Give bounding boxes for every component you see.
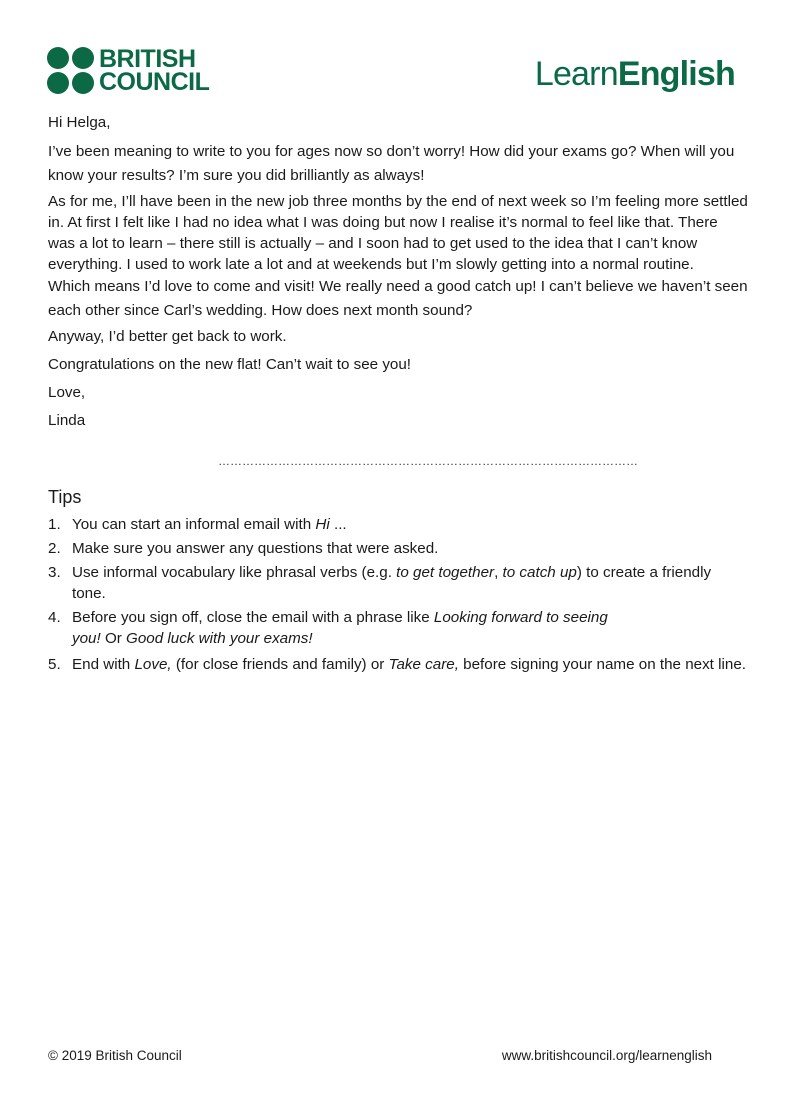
logo-dot <box>72 72 94 94</box>
tip-example-phrase: Hi <box>315 516 330 533</box>
email-paragraph: I’ve been meaning to write to you for ages now so don’t worry! How did your exams go? When will you know your results? I’m sure you did brilliantly as always! <box>48 143 735 184</box>
learnenglish-logo <box>535 55 735 94</box>
tip-text: Use informal vocabulary like phrasal verbs (e.g. <box>72 564 397 581</box>
tip-item <box>48 652 748 677</box>
tip-text: End with <box>72 656 135 673</box>
tip-example-phrase: Good luck with your exams! <box>126 630 313 647</box>
tips-heading: Tips <box>48 487 82 507</box>
tip-number: 5. <box>48 656 61 673</box>
email-paragraph: As for me, I’ll have been in the new job three months by the end of next week so I’m feeling more settled in. At first I felt like I had no idea what I was doing but now I realise it’s normal to feel like that. There was a lot to learn – there still is actually – and I soon had to get used to the idea that I can’t know everything. I used to work late a lot and at weekends but I’m slowly getting into a normal routine. <box>48 193 748 273</box>
tips-list <box>48 514 748 677</box>
email-paragraph: Congratulations on the new flat! Can’t wait to see you! <box>48 356 412 373</box>
logo-dot <box>47 72 69 94</box>
wordmark-line-2: COUNCIL <box>99 67 210 96</box>
dotted-separator: …………………………………………………………………………………………… <box>218 454 638 468</box>
tip-number: 1. <box>48 516 61 533</box>
logo-dot <box>72 47 94 69</box>
tip-text: Make sure you answer any questions that were asked. <box>72 540 439 557</box>
british-council-wordmark <box>99 44 210 96</box>
tip-example-phrase: to get together <box>396 564 495 581</box>
tip-number: 3. <box>48 564 61 581</box>
tip-number: 2. <box>48 540 61 557</box>
tip-text: Before you sign off, close the email with a phrase like <box>72 609 434 626</box>
tip-item <box>48 538 748 559</box>
british-council-logo <box>47 44 210 96</box>
tip-text: Or <box>100 630 127 647</box>
page-header <box>0 0 790 110</box>
website-url: www.britishcouncil.org/learnenglish <box>501 1048 712 1063</box>
email-greeting: Hi Helga, <box>48 114 111 131</box>
tip-example-phrase: you! <box>72 630 101 647</box>
logo-learn: Learn <box>534 55 618 93</box>
tip-item <box>48 514 748 535</box>
email-sign-off: Love, <box>48 384 86 401</box>
tip-example-phrase: Love, <box>134 656 172 673</box>
tip-text: (for close friends and family) or <box>171 656 389 673</box>
email-paragraph: Anyway, I’d better get back to work. <box>48 328 287 345</box>
tip-example-phrase: to catch up <box>502 564 577 581</box>
tip-item <box>48 562 748 604</box>
tip-number: 4. <box>48 609 61 626</box>
tips-section <box>48 486 748 680</box>
logo-english: English <box>617 55 735 93</box>
email-paragraph: Which means I’d love to come and visit! We really need a good catch up! I can’t believe we haven’t seen each other since Carl’s wedding. How does next month sound? <box>48 278 748 319</box>
wordmark-line-1: BRITISH <box>99 44 196 73</box>
tip-text: before signing your name on the next line. <box>458 656 746 673</box>
four-dots-icon <box>47 47 94 94</box>
tip-text: You can start an informal email with <box>72 516 316 533</box>
logo-dot <box>47 47 69 69</box>
email-body <box>48 112 748 431</box>
tip-text: ... <box>329 516 347 533</box>
copyright-text: © 2019 British Council <box>48 1048 182 1063</box>
email-signature: Linda <box>48 412 86 429</box>
tip-item <box>48 607 748 649</box>
page-footer <box>48 1048 712 1063</box>
tip-text: ) to create a friendly tone. <box>72 564 712 602</box>
tip-example-phrase: Looking forward to seeing <box>433 609 608 626</box>
tip-text: , <box>494 564 503 581</box>
tip-example-phrase: Take care, <box>388 656 459 673</box>
